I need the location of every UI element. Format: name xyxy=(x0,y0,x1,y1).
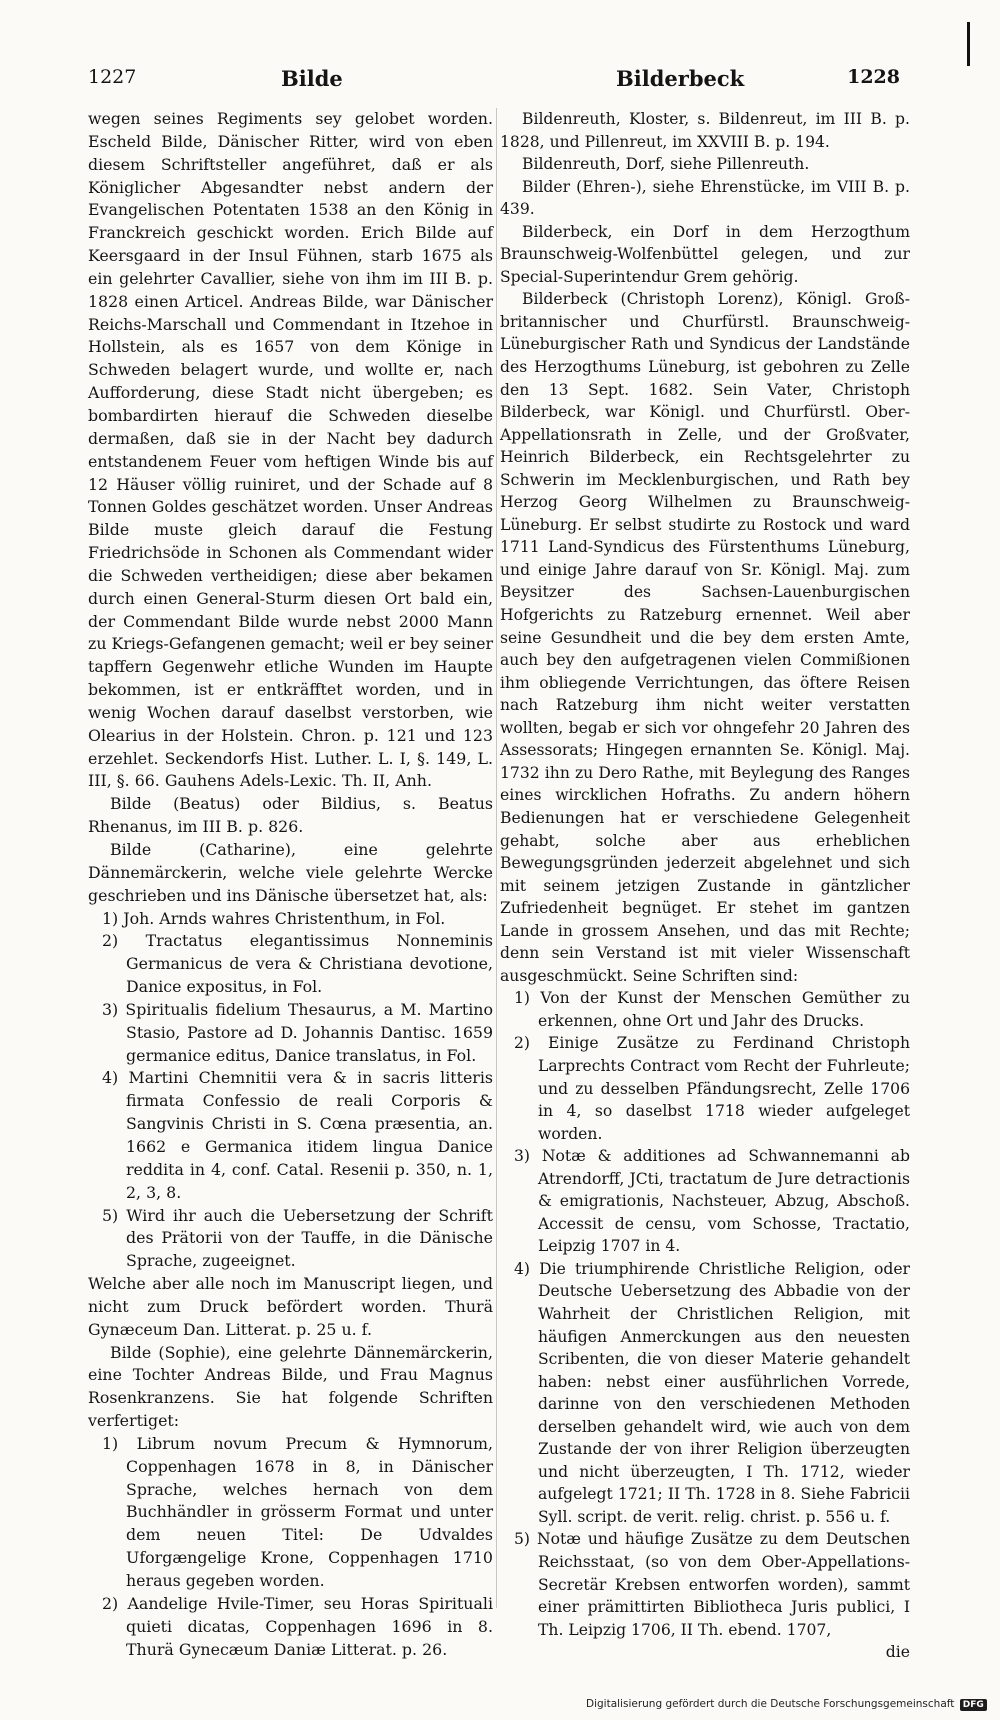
paragraph: Bilder (Ehren-), siehe Ehrenstücke, im VIII B. p. 439. xyxy=(500,177,910,219)
catchword-left: Bilde xyxy=(281,66,343,91)
paragraph: 1) Von der Kunst der Menschen Gemüther zu erkennen, ohne Ort und Jahr des Drucks. xyxy=(514,989,910,1030)
paragraph: 2) Tractatus elegantissimus Nonneminis Germanicus de vera & Christiana devotione, Danice expositus, in Fol. xyxy=(102,931,493,997)
paragraph: die xyxy=(885,1643,910,1662)
paragraph: 3) Notæ & additiones ad Schwannemanni ab Atrendorff, JCti, tractatum de Jure detractionis & emigrationis, Nachsteuer, Abzug, Abschoß. Accessit de censu, vom Schosse, Tractatio, Leipzig 1707 in 4. xyxy=(514,1147,910,1256)
dfg-logo: DFG xyxy=(960,1699,987,1711)
paragraph: wegen seines Regiments sey gelobet worden. Escheld Bilde, Dänischer Ritter, wird von eben diesem Schriftsteller angeführet, daß er als Königlicher Abgesandter nebst andern der Evangelischen Potentaten 1538 an den König in Franckreich geschickt worden. Erich Bilde auf Keersgaard in der Insul Fühnen, starb 1675 als ein gelehrter Cavallier, siehe von ihm im III B. p. 1828 einen Articel. Andreas Bilde, war Dänischer Reichs-Marschall und Commendant in Itzehoe in Hollstein, als es 1657 von dem Könige in Schweden belagert wurde, und wollte er, nach Aufforderung, diese Stadt nicht übergeben; es bombardirten hierauf die Schweden dieselbe dermaßen, daß sie in der Nacht bey dadurch entstandenem Feuer vom heftigen Winde bis auf 12 Häuser völlig ruiniret, und der Schade auf 8 Tonnen Goldes geschätzet worden. Unser Andreas Bilde muste gleich darauf die Festung Friedrichsöde in Schonen als Commendant wider die Schweden vertheidigen; diese aber bekamen durch einen General-Sturm diesen Ort bald ein, der Commendant Bilde wurde nebst 2000 Mann zu Kriegs-Gefangenen gemacht; weil er bey seiner tapffern Gegenwehr etliche Wunden im Haupte bekommen, ist er entkräfftet worden, und in wenig Wochen darauf daselbst verstorben, wie Olearius in der Holstein. Chron. p. 121 und 123 erzehlet. Seckendorfs Hist. Luther. L. I, §. 149, L. III, §. 66. Gauhens Adels-Lexic. Th. II, Anh. xyxy=(88,109,493,791)
paragraph: Bilde (Beatus) oder Bildius, s. Beatus Rhenanus, im III B. p. 826. xyxy=(88,794,493,837)
column-divider xyxy=(496,108,497,1608)
paragraph: Bildenreuth, Kloster, s. Bildenreut, im III B. p. 1828, und Pillenreut, im XXVIII B. p. 194. xyxy=(500,110,910,151)
catchword-right: Bilderbeck xyxy=(616,66,745,91)
paragraph: Bilde (Sophie), eine gelehrte Dännemärckerin, eine Tochter Andreas Bilde, und Frau Magnus Rosenkranzens. Sie hat folgende Schriften verfertiget: xyxy=(88,1342,493,1431)
paragraph: 4) Die triumphirende Christliche Religion, oder Deutsche Uebersetzung des Abbadie von der Wahrheit der Christlichen Religion, mit häufigen Anmerckungen aus den neuesten Scribenten, die von dieser Materie gehandelt haben: nebst einer ausführlichen Vorrede, darinne von den verschiedenen Methoden derselben gehandelt wird, wie auch von dem Zustande der von ihrer Religion überzeugten und nicht überzeugten, I Th. 1712, wieder aufgelegt 1721; II Th. 1728 in 8. Siehe Fabricii Syll. script. de verit. relig. christ. p. 556 u. f. xyxy=(514,1259,910,1526)
paragraph: 2) Einige Zusätze zu Ferdinand Christoph Larprechts Contract vom Recht der Fuhrleute; und zu desselben Pfändungsrecht, Zelle 1706 in 4, so daselbst 1718 wieder aufgeleget worden. xyxy=(514,1034,910,1143)
paragraph: 1) Joh. Arnds wahres Christenthum, in Fol. xyxy=(102,908,446,928)
paragraph: 3) Spiritualis fidelium Thesaurus, a M. Martino Stasio, Pastore ad D. Johannis Dantisc. 1659 germanice editus, Danice translatus, in Fol. xyxy=(102,999,493,1065)
left-column xyxy=(88,108,493,1661)
paragraph: 5) Notæ und häufige Zusätze zu dem Deutschen Reichsstaat, (so von dem Ober-Appellations-Secretär Krebsen entworfen worden), sammt einer prämittirten Bibliotheca Juris publici, I Th. Leipzig 1706, II Th. ebend. 1707, xyxy=(514,1530,910,1639)
paragraph: Welche aber alle noch im Manuscript liegen, und nicht zum Druck befördert worden. Thurä Gynæceum Dan. Litterat. p. 25 u. f. xyxy=(88,1274,493,1339)
running-header xyxy=(88,66,900,96)
paragraph: Bildenreuth, Dorf, siehe Pillenreuth. xyxy=(522,155,810,174)
paragraph: Bilderbeck (Christoph Lorenz), Königl. Groß-britannischer und Churfürstl. Braunschweig-Lüneburgischer Rath und Syndicus der Landstände des Herzogthums Lüneburg, ist gebohren zu Zelle den 13 Sept. 1682. Sein Vater, Christoph Bilderbeck, war Königl. und Churfürstl. Ober-Appellationsrath in Zelle, und der Großvater, Heinrich Bilderbeck, ein Rechtsgelehrter zu Schwerin im Mecklenburgischen, und Rath bey Herzog Georg Wilhelmen zu Braunschweig-Lüneburg. Er selbst studirte zu Rostock und ward 1711 Land-Syndicus des Fürstenthums Lüneburg, und einige Jahre darauf von Sr. Königl. Maj. zum Beysitzer des Sachsen-Lauenburgischen Hofgerichts zu Ratzeburg ernennet. Weil aber seine Gesundheit und die bey dem ersten Amte, auch bey den aufgetragenen vielen Commißionen ihm obliegende Verrichtungen, das öftere Reisen nach Ratzeburg ihm nicht weiter verstatten wollten, begab er sich vor ohngefehr 20 Jahren des Assessorats; Hingegen ernannten Se. Königl. Maj. 1732 ihn zu Dero Rathe, mit Beylegung des Ranges eines wircklichen Hofraths. Zu andern höhern Bedienungen hat er verschiedene Gelegenheit gehabt, solche aber aus erheblichen Bewegungsgründen jederzeit abgelehnet und sich mit seinem jetzigen Zustande in gäntzlicher Zufriedenheit begnüget. Er stehet im gantzen Lande in grossem Ansehen, und das mit Rechte; denn sein Verstand ist mit vieler Wissenschaft ausgeschmückt. Seine Schriften sind: xyxy=(500,290,910,985)
paragraph: 4) Martini Chemnitii vera & in sacris litteris firmata Confessio de reali Corporis & Sangvinis Christi in S. Cœna præsentia, an. 1662 e Germanica itidem lingua Danice reddita in 4, conf. Catal. Resenii p. 350, n. 1, 2, 3, 8. xyxy=(102,1068,493,1202)
paragraph: 5) Wird ihr auch die Uebersetzung der Schrift des Prätorii von der Tauffe, in die Dänische Sprache, zugeeignet. xyxy=(102,1205,493,1271)
margin-rule xyxy=(967,22,970,66)
page-number-right: 1228 xyxy=(847,66,900,88)
paragraph: Bilderbeck, ein Dorf in dem Herzogthum Braunschweig-Wolfenbüttel gelegen, und zur Special-Superintendur Grem gehörig. xyxy=(500,222,910,286)
right-column xyxy=(500,108,910,1664)
footer-text: Digitalisierung gefördert durch die Deutsche Forschungsgemeinschaft xyxy=(586,1698,955,1710)
paragraph: 2) Aandelige Hvile-Timer, seu Horas Spirituali quieti dicatas, Coppenhagen 1696 in 8. Thurä Gynecæum Daniæ Litterat. p. 26. xyxy=(102,1593,493,1659)
paragraph: 1) Librum novum Precum & Hymnorum, Coppenhagen 1678 in 8, in Dänischer Sprache, welches hernach von dem Buchhändler in grösserm Format und unter dem neuen Titel: De Udvaldes Uforgængelige Krone, Coppenhagen 1710 heraus gegeben worden. xyxy=(102,1433,493,1590)
page-number-left: 1227 xyxy=(88,66,137,88)
paragraph: Bilde (Catharine), eine gelehrte Dännemärckerin, welche viele gelehrte Wercke geschrieben und ins Dänische übersetzet hat, als: xyxy=(88,840,493,905)
footer-credit xyxy=(586,1698,987,1711)
